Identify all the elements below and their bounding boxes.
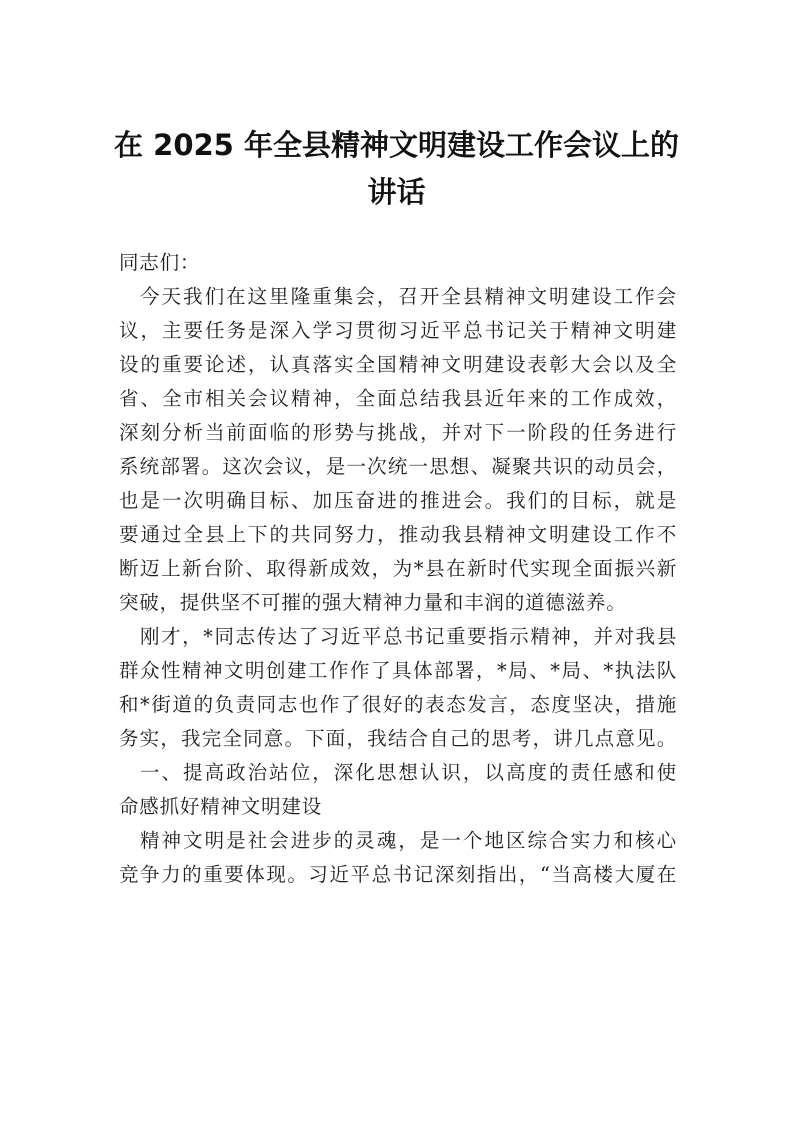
document-title [100, 122, 693, 216]
body-line: 议，主要任务是深入学习贯彻习近平总书记关于精神文明建 [119, 319, 677, 342]
body-line: 刚才，*同志传达了习近平总书记重要指示精神，并对我县 [140, 625, 677, 648]
body-line: 和*街道的负责同志也作了很好的表态发言，态度坚决，措施 [119, 693, 677, 716]
body-line: 突破，提供坚不可摧的强大精神力量和丰润的道德滋养。 [119, 591, 627, 614]
body-line: 精神文明是社会进步的灵魂，是一个地区综合实力和核心 [140, 829, 677, 852]
body-line: 要通过全县上下的共同努力，推动我县精神文明建设工作不 [119, 523, 677, 546]
body-line: 断迈上新台阶、取得新成效，为*县在新时代实现全面振兴新 [119, 557, 677, 580]
title-line-1: 在 2025 年全县精神文明建设工作会议上的 [114, 128, 679, 162]
body-line: 省、全市相关会议精神，全面总结我县近年来的工作成效， [119, 387, 677, 410]
section-heading-line: 命感抓好精神文明建设 [119, 795, 323, 818]
body-line: 也是一次明确目标、加压奋进的推进会。我们的目标，就是 [119, 489, 677, 512]
body-line: 竞争力的重要体现。习近平总书记深刻指出，“当高楼大厦在 [119, 863, 677, 886]
body-line: 群众性精神文明创建工作作了具体部署，*局、*局、*执法队 [119, 659, 677, 682]
title-line-2: 讲话 [367, 175, 426, 209]
salutation: 同志们： [119, 251, 201, 274]
document-body [119, 246, 677, 892]
body-line: 深刻分析当前面临的形势与挑战，并对下一阶段的任务进行 [119, 421, 677, 444]
body-line: 务实，我完全同意。下面，我结合自己的思考，讲几点意见。 [119, 727, 677, 750]
body-line: 今天我们在这里隆重集会，召开全县精神文明建设工作会 [140, 285, 677, 308]
body-line: 设的重要论述，认真落实全国精神文明建设表彰大会以及全 [119, 353, 677, 376]
section-heading-line: 一、提高政治站位，深化思想认识，以高度的责任感和使 [140, 761, 677, 784]
body-line: 系统部署。这次会议，是一次统一思想、凝聚共识的动员会， [119, 455, 677, 478]
